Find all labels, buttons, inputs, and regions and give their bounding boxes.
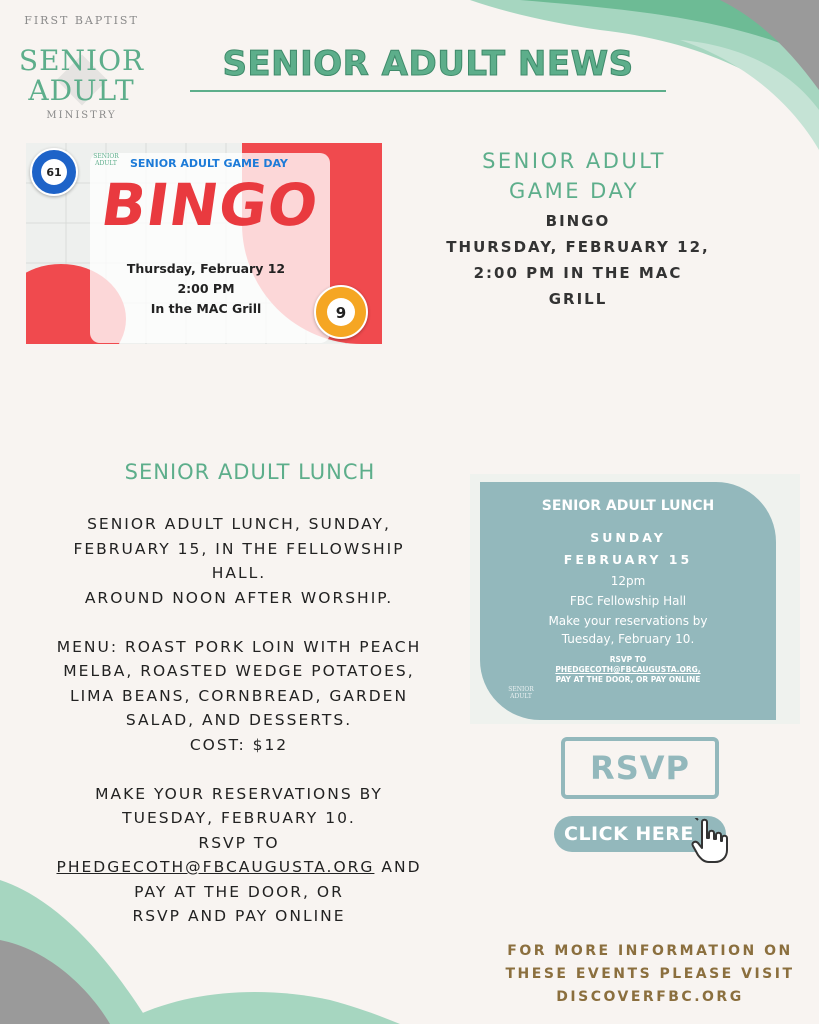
lunch-flyer-time: 12pm: [610, 574, 646, 588]
bingo-word: BINGO: [97, 171, 323, 239]
lunch-line: SENIOR ADULT LUNCH, SUNDAY,: [87, 515, 391, 533]
bingo-flyer-image: [26, 143, 382, 344]
footer-line: THESE EVENTS PLEASE VISIT: [505, 966, 795, 982]
rsvp-email-link[interactable]: PHEDGECOTH@FBCAUGUSTA.ORG: [56, 858, 375, 876]
lunch-cost: COST: $12: [189, 735, 289, 754]
menu-line: LIMA BEANS, CORNBREAD, GARDEN: [69, 686, 409, 705]
bingo-date: Thursday, February 12: [126, 261, 286, 276]
lunch-flyer-email: PHEDGECOTH@FBCAUGUSTA.ORG,: [555, 665, 701, 674]
title-underline: [190, 90, 666, 92]
game-day-details: [440, 208, 716, 312]
rsvp-line: RSVP AND PAY ONLINE: [132, 907, 346, 925]
bingo-place: In the MAC Grill: [150, 301, 262, 316]
lunch-flyer-title: SENIOR ADULT LUNCH: [541, 498, 715, 514]
footer-line: FOR MORE INFORMATION ON: [507, 943, 793, 959]
lunch-flyer-date: FEBRUARY 15: [563, 552, 693, 567]
rsvp-line: RSVP TO: [198, 833, 280, 852]
pointer-hand-icon: [690, 818, 732, 864]
lunch-menu-paragraph: [6, 635, 472, 758]
lunch-flyer-mini-logo: SENIOR ADULT: [508, 686, 534, 700]
lunch-line: FEBRUARY 15, IN THE FELLOWSHIP: [73, 539, 405, 558]
lunch-rsvp-paragraph: [6, 782, 472, 929]
lunch-flyer-day: SUNDAY: [590, 530, 666, 545]
page-title: SENIOR ADULT NEWS: [222, 44, 634, 84]
ministry-logo: [14, 14, 149, 124]
menu-line: SALAD, AND DESSERTS.: [125, 711, 353, 729]
rsvp-button[interactable]: RSVP: [561, 737, 719, 799]
game-day-line: GRILL: [548, 290, 608, 308]
lunch-when-paragraph: [6, 512, 472, 610]
lunch-flyer-pay: PAY AT THE DOOR, OR PAY ONLINE: [555, 675, 701, 684]
game-day-heading-line2: GAME DAY: [508, 179, 640, 203]
lunch-flyer-reserve: Make your reservations by: [548, 614, 708, 628]
lunch-flyer-rsvp-to: RSVP TO: [609, 655, 647, 664]
lunch-flyer-reserve-date: Tuesday, February 10.: [561, 632, 695, 646]
menu-line: MELBA, ROASTED WEDGE POTATOES,: [63, 662, 415, 680]
bingo-ball-number: 61: [41, 159, 67, 185]
game-day-line: 2:00 PM IN THE MAC: [473, 264, 683, 282]
game-day-line: THURSDAY, FEBRUARY 12,: [446, 238, 710, 256]
lunch-flyer-place: FBC Fellowship Hall: [569, 594, 687, 608]
bingo-ball-number: 9: [327, 298, 355, 326]
bingo-time: 2:00 PM: [177, 281, 235, 296]
lunch-flyer-image: [470, 474, 800, 724]
lunch-details: [6, 512, 472, 929]
click-here-button[interactable]: CLICK HERE: [554, 816, 726, 852]
logo-line2: ADULT: [28, 74, 135, 107]
menu-line: MENU: ROAST PORK LOIN WITH PEACH: [56, 637, 422, 656]
logo-top-text: FIRST BAPTIST: [24, 14, 139, 27]
lunch-heading: SENIOR ADULT LUNCH: [124, 460, 376, 484]
rsvp-line: MAKE YOUR RESERVATIONS BY: [95, 784, 383, 803]
bingo-game-day-label: SENIOR ADULT GAME DAY: [130, 157, 288, 170]
rsvp-line: TUESDAY, FEBRUARY 10.: [122, 809, 356, 827]
footer-website-link[interactable]: DISCOVERFBC.ORG: [556, 989, 744, 1005]
logo-line1: SENIOR: [18, 44, 145, 77]
lunch-line: AROUND NOON AFTER WORSHIP.: [84, 588, 394, 607]
game-day-line: BINGO: [545, 212, 611, 230]
lunch-line: HALL.: [211, 564, 267, 582]
rsvp-email-line: [6, 855, 472, 880]
more-info-footer: [498, 940, 802, 1009]
game-day-heading-line1: SENIOR ADULT: [482, 149, 666, 173]
bingo-ball-icon: [30, 148, 78, 196]
bingo-mini-logo: SENIOR ADULT: [93, 153, 119, 167]
game-day-heading: [436, 146, 712, 206]
logo-bottom-text: MINISTRY: [46, 110, 117, 121]
bingo-ball-icon: [314, 285, 368, 339]
rsvp-and-text: AND: [374, 858, 422, 876]
rsvp-line: PAY AT THE DOOR, OR: [134, 882, 344, 901]
